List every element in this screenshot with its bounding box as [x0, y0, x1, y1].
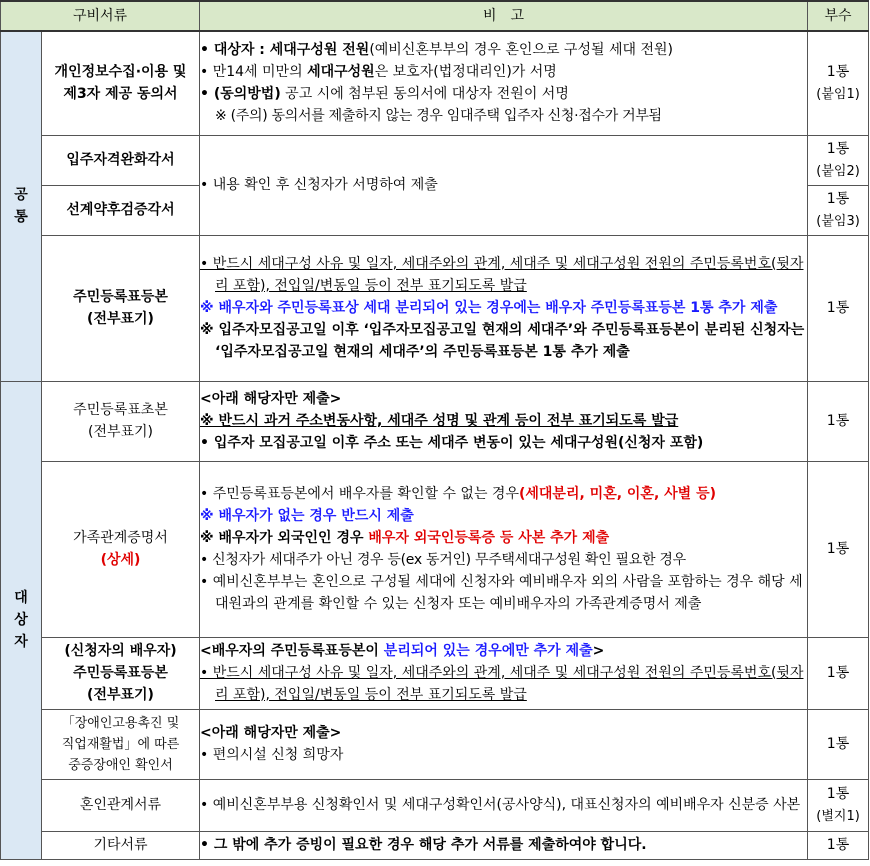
qty-marriage-documents: 1통 (별지1) — [808, 779, 869, 831]
doc-resident-registration-full: 주민등록표등본 (전부표기) — [42, 235, 200, 381]
qty-severe-disability-certificate: 1통 — [808, 709, 869, 779]
note-spouse-resident-registration: <배우자의 주민등록표등본이 분리되어 있는 경우에만 추가 제출> • 반드시 세대구성 사유 및 일자, 세대주와의 관계, 세대주 및 세대구성원 전원의 주민등록번호(뒷자리 포함), 전입일/변동일 등이 전부 표기되도록 발급 — [200, 637, 808, 709]
doc-privacy-consent: 개인정보수집·이용 및 제3자 제공 동의서 — [42, 31, 200, 135]
qty-spouse-resident-registration: 1통 — [808, 637, 869, 709]
table-row — [1, 779, 869, 831]
table-row — [1, 135, 869, 185]
doc-other-documents: 기타서류 — [42, 831, 200, 859]
table-row — [1, 637, 869, 709]
note-pledges: • 내용 확인 후 신청자가 서명하여 제출 — [200, 135, 808, 235]
note-resident-abstract: <아래 해당자만 제출> ※ 반드시 과거 주소변동사항, 세대주 성명 및 관계 등이 전부 표기되도록 발급 • 입주자 모집공고일 이후 주소 또는 세대주 변동이 있는 세대구성원(신청자 포함) — [200, 381, 808, 461]
table-row — [1, 709, 869, 779]
table-row — [1, 461, 869, 637]
doc-spouse-resident-registration: (신청자의 배우자) 주민등록표등본 (전부표기) — [42, 637, 200, 709]
note-marriage-documents: • 예비신혼부부용 신청확인서 및 세대구성확인서(공사양식), 대표신청자의 예비배우자 신분증 사본 — [200, 779, 808, 831]
category-common: 공 통 — [1, 31, 42, 381]
category-target: 대 상 자 — [1, 381, 42, 859]
doc-qualification-pledge: 입주자격완화각서 — [42, 135, 200, 185]
qty-contract-pledge: 1통 (붙임3) — [808, 185, 869, 235]
table-row — [1, 31, 869, 135]
qty-family-relation: 1통 — [808, 461, 869, 637]
note-severe-disability-certificate: <아래 해당자만 제출> • 편의시설 신청 희망자 — [200, 709, 808, 779]
doc-family-relation: 가족관계증명서 (상세) — [42, 461, 200, 637]
header-note: 비 고 — [200, 1, 808, 31]
note-family-relation: • 주민등록표등본에서 배우자를 확인할 수 없는 경우(세대분리, 미혼, 이혼, 사별 등) ※ 배우자가 없는 경우 반드시 제출 ※ 배우자가 외국인인 경우 배우자 외국인등록증 등 사본 추가 제출 • 신청자가 세대주가 아닌 경우 등(ex 동거인) 무주택세대구성원 확인 필요한 경우 • 예비신혼부부는 혼인으로 구성될 세대에 신청자와 예비배우자 외의 사람을 포함하는 경우 해당 세대원과의 관계를 확인할 수 있는 신청자 또는 예비배우자의 가족관계증명서 제출 — [200, 461, 808, 637]
doc-marriage-documents: 혼인관계서류 — [42, 779, 200, 831]
note-other-documents: • 그 밖에 추가 증빙이 필요한 경우 해당 추가 서류를 제출하여야 합니다. — [200, 831, 808, 859]
note-privacy-consent: • 대상자 : 세대구성원 전원(예비신혼부부의 경우 혼인으로 구성될 세대 전원) • 만14세 미만의 세대구성원은 보호자(법정대리인)가 서명 • (동의방법) 공고 시에 첨부된 동의서에 대상자 전원이 서명 ※ (주의) 동의서를 제출하지 않는 경우 임대주택 입주자 신청·접수가 거부됨 — [200, 31, 808, 135]
table-row — [1, 381, 869, 461]
table-row — [1, 831, 869, 859]
table-header-row — [1, 1, 869, 31]
qty-resident-abstract: 1통 — [808, 381, 869, 461]
note-resident-registration-full: • 반드시 세대구성 사유 및 일자, 세대주와의 관계, 세대주 및 세대구성원 전원의 주민등록번호(뒷자리 포함), 전입일/변동일 등이 전부 표기되도록 발급 ※ 배우자와 주민등록표상 세대 분리되어 있는 경우에는 배우자 주민등록표등본 1통 추가 제출 ※ 입주자모집공고일 이후 ‘입주자모집공고일 현재의 세대주’와 주민등록표등본이 분리된 신청자는 ‘입주자모집공고일 현재의 세대주’의 주민등록표등본 1통 추가 제출 — [200, 235, 808, 381]
header-quantity: 부수 — [808, 1, 869, 31]
qty-other-documents: 1통 — [808, 831, 869, 859]
doc-severe-disability-certificate: 「장애인고용촉진 및 직업재활법」에 따른 중증장애인 확인서 — [42, 709, 200, 779]
doc-resident-abstract: 주민등록표초본 (전부표기) — [42, 381, 200, 461]
table-row — [1, 235, 869, 381]
doc-contract-pledge: 선계약후검증각서 — [42, 185, 200, 235]
qty-privacy-consent: 1통 (붙임1) — [808, 31, 869, 135]
header-document: 구비서류 — [1, 1, 200, 31]
qty-qualification-pledge: 1통 (붙임2) — [808, 135, 869, 185]
qty-resident-registration-full: 1통 — [808, 235, 869, 381]
